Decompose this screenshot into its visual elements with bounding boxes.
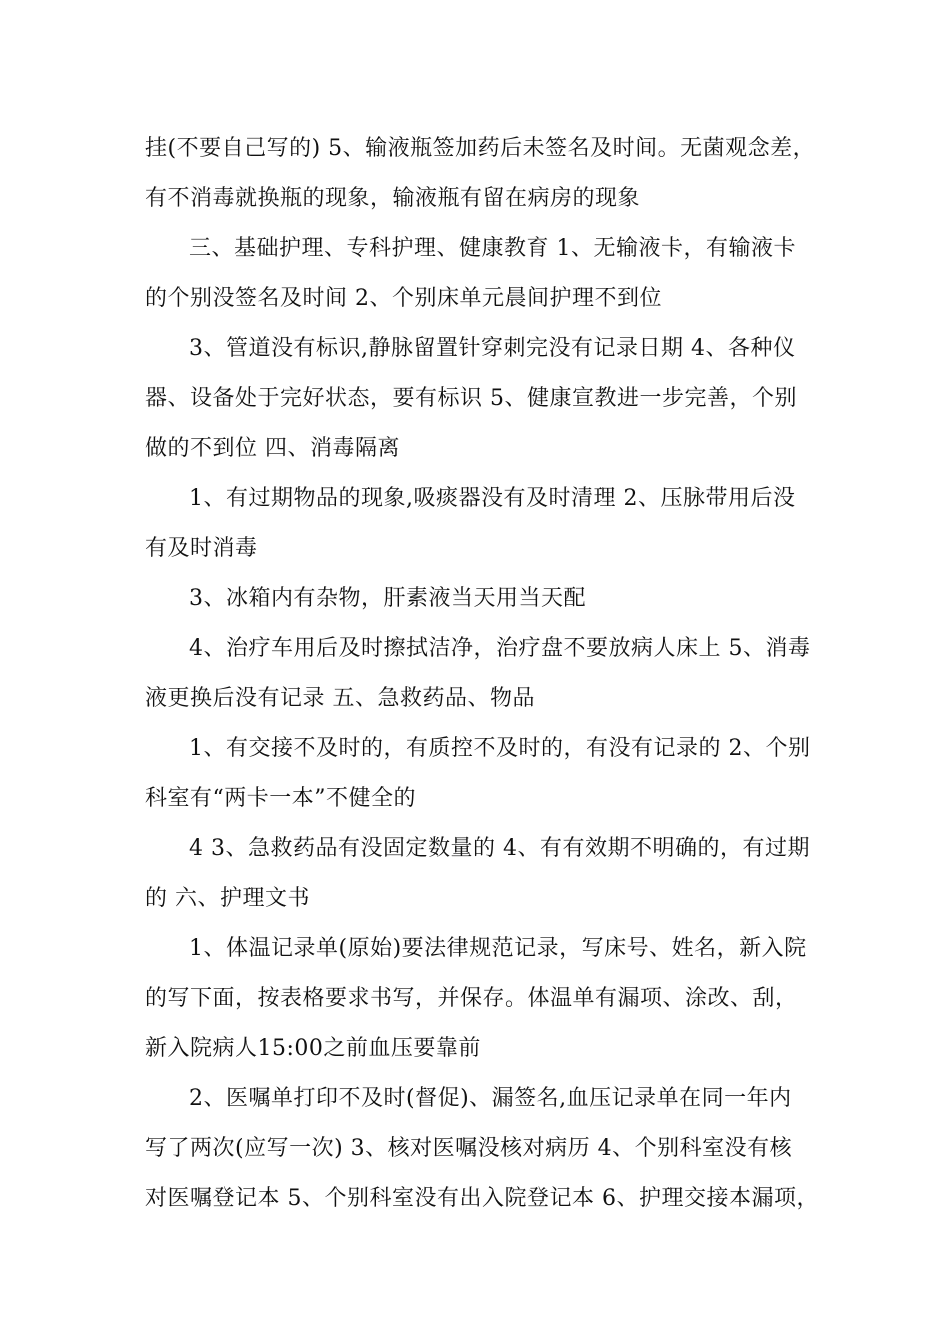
- text-line: 2、医嘱单打印不及时(督促)、漏签名,血压记录单在同一年内: [189, 1086, 792, 1111]
- text-line: 的个别没签名及时间 2、个别床单元晨间护理不到位: [145, 286, 662, 311]
- text-line: 的写下面，按表格要求书写，并保存。体温单有漏项、涂改、刮，: [145, 986, 798, 1011]
- text-line: 新入院病人15:00之前血压要靠前: [145, 1036, 481, 1061]
- paragraph-5: [145, 574, 845, 624]
- text-line: 挂(不要自己写的) 5、输液瓶签加药后未签名及时间。无菌观念差，: [145, 136, 816, 161]
- text-line: 做的不到位 四、消毒隔离: [145, 436, 400, 461]
- text-line: 1、体温记录单(原始)要法律规范记录，写床号、姓名，新入院: [189, 936, 807, 961]
- paragraph-3: [145, 324, 845, 474]
- paragraph-10: [145, 1074, 845, 1224]
- text-line: 1、有过期物品的现象,吸痰器没有及时清理 2、压脉带用后没: [189, 486, 796, 511]
- text-line: 4 3、急救药品有没固定数量的 4、有有效期不明确的，有过期: [189, 836, 810, 861]
- text-line: 3、管道没有标识,静脉留置针穿刺完没有记录日期 4、各种仪: [189, 336, 796, 361]
- text-line: 4、治疗车用后及时擦拭洁净，治疗盘不要放病人床上 5、消毒: [189, 636, 811, 661]
- text-line: 写了两次(应写一次) 3、核对医嘱没核对病历 4、个别科室没有核: [145, 1136, 793, 1161]
- text-line: 对医嘱登记本 5、个别科室没有出入院登记本 6、护理交接本漏项，: [145, 1186, 819, 1211]
- text-line: 有不消毒就换瓶的现象，输液瓶有留在病房的现象: [145, 186, 641, 211]
- text-line: 液更换后没有记录 五、急救药品、物品: [145, 686, 535, 711]
- text-line: 的 六、护理文书: [145, 886, 310, 911]
- paragraph-6: [145, 624, 845, 724]
- text-line: 科室有“两卡一本”不健全的: [145, 786, 416, 811]
- text-line: 三、基础护理、专科护理、健康教育 1、无输液卡，有输液卡: [189, 236, 796, 261]
- text-line: 3、冰箱内有杂物，肝素液当天用当天配: [189, 586, 586, 611]
- paragraph-8: [145, 824, 845, 924]
- paragraph-2: [145, 224, 845, 324]
- paragraph-7: [145, 724, 845, 824]
- paragraph-4: [145, 474, 845, 574]
- paragraph-1: [145, 124, 845, 224]
- text-line: 器、设备处于完好状态，要有标识 5、健康宣教进一步完善，个别: [145, 386, 797, 411]
- paragraph-9: [145, 924, 845, 1074]
- text-line: 有及时消毒: [145, 536, 258, 561]
- text-line: 1、有交接不及时的，有质控不及时的，有没有记录的 2、个别: [189, 736, 811, 761]
